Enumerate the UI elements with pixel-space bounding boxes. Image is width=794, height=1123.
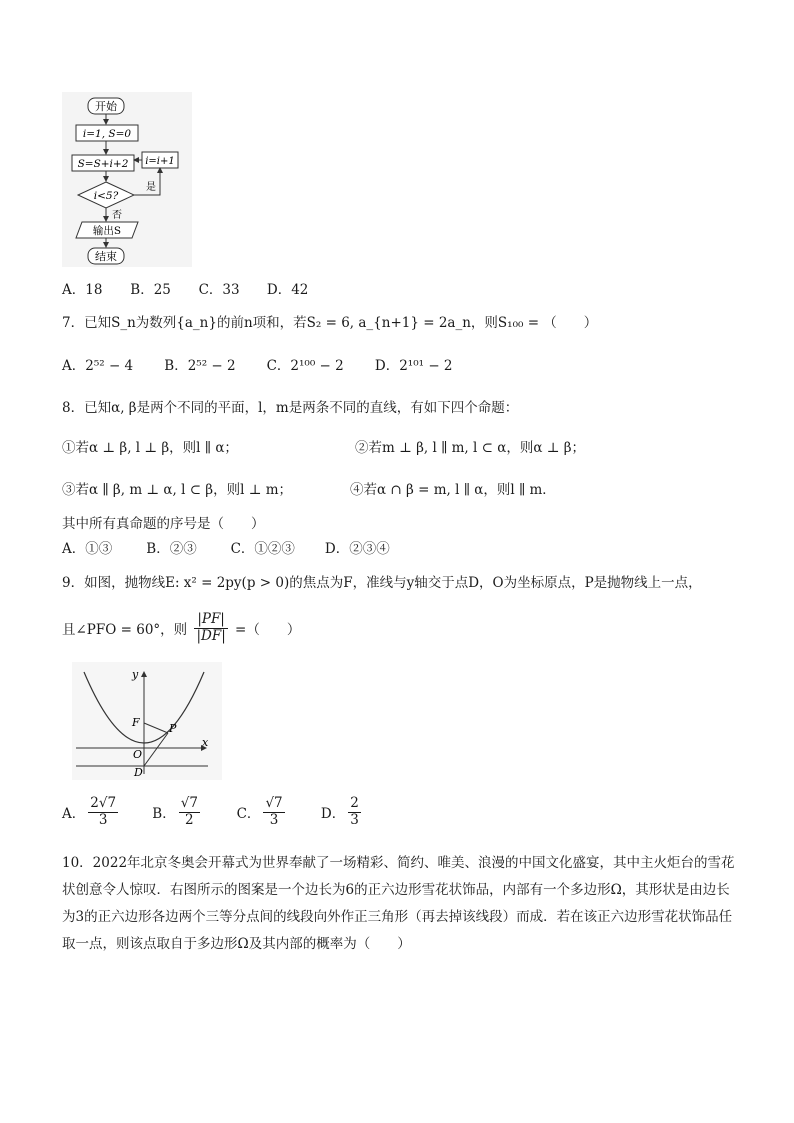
label-y: y: [132, 668, 139, 681]
q9-ratio-fraction: [194, 612, 227, 644]
q8-option-a: A．①③: [62, 541, 113, 557]
flow-increment-text: i=i+1: [145, 156, 175, 167]
q9-option-b-den: 2: [185, 811, 194, 828]
q8-proposition-1: ①若α ⊥ β, l ⊥ β，则l ∥ α；: [62, 440, 238, 456]
q8-option-c: C．①②③: [230, 541, 295, 557]
q9-option-b: [152, 796, 232, 828]
q9-option-d-label: D．: [320, 806, 346, 823]
label-f: F: [132, 716, 140, 729]
q8-proposition-2: ②若m ⊥ β, l ∥ m, l ⊂ α，则α ⊥ β；: [355, 440, 586, 456]
flow-start-text: 开始: [95, 100, 117, 113]
flow-init-text: i=1, S=0: [82, 128, 132, 140]
q9-ratio-num: |PF|: [194, 612, 227, 629]
q8-proposition-4: ④若α ∩ β = m, l ∥ α，则l ∥ m．: [350, 482, 556, 498]
flow-yes-text: 是: [146, 182, 156, 193]
q9-condition: [62, 612, 300, 644]
q9-option-a-num: 2√7: [90, 795, 117, 811]
q9-option-c-label: C．: [236, 806, 261, 823]
label-o: O: [133, 748, 143, 761]
q9-option-d-den: 3: [350, 811, 359, 828]
q9-option-a-den: 3: [98, 811, 108, 828]
label-x: x: [202, 736, 209, 749]
q9-option-b-num: √7: [180, 795, 198, 811]
q7-options: [62, 354, 453, 374]
q9-options: [62, 796, 364, 828]
flow-no-text: 否: [112, 210, 122, 221]
q9-option-a-label: A．: [62, 806, 86, 823]
q10-text: 10．2022年北京冬奥会开幕式为世界奉献了一场精彩、简约、唯美、浪漫的中国文化盛宴，其中主火炬台的雪花状创意令人惊叹．右图所示的图案是一个边长为6的正六边形雪花状饰品，内部有一个多边形Ω，其形状是由边长为3的正六边形各边两个三等分点间的线段向外作正三角形（再去掉该线段）而成．若在该正六边形雪花状饰品任取一点，则该点取自于多边形Ω及其内部的概率为（ ）: [62, 855, 735, 952]
q9-condition-post: =（ ）: [235, 622, 301, 639]
flowchart-figure: [62, 92, 192, 267]
q8-options: [62, 537, 390, 557]
q9-option-d-num: 2: [350, 795, 359, 811]
q6-options: [62, 278, 308, 298]
parabola-figure: [72, 662, 222, 780]
label-d: D: [134, 766, 143, 779]
q6-option-a: A．18: [62, 282, 103, 298]
q6-option-c: C．33: [198, 282, 240, 298]
q9-option-c-den: 3: [269, 811, 279, 828]
q6-option-d: D．42: [266, 282, 309, 298]
q8-option-d: D．②③④: [324, 541, 390, 557]
q9-option-b-label: B．: [152, 806, 176, 823]
q8-question: 其中所有真命题的序号是（ ）: [62, 516, 265, 532]
q6-option-b: B．25: [130, 282, 171, 298]
flow-condition-text: i<5?: [93, 190, 119, 202]
q7-stem: 7．已知S_n为数列{a_n}的前n项和，若S₂ = 6, a_{n+1} = 2a_n，则S₁₀₀ = （ ）: [62, 315, 598, 331]
label-p: P: [169, 722, 177, 735]
q9-option-d: [321, 796, 364, 828]
flow-end-text: 结束: [95, 250, 117, 263]
q9-option-c: [237, 796, 317, 828]
q7-option-b: B．2⁵² − 2: [164, 358, 236, 374]
q7-option-a: A．2⁵² − 4: [62, 358, 134, 374]
q9-ratio-den: |DF|: [196, 627, 226, 644]
q8-option-b: B．②③: [146, 541, 197, 557]
q8-stem: 8．已知α, β是两个不同的平面，l，m是两条不同的直线，有如下四个命题：: [62, 400, 519, 416]
q7-option-d: D．2¹⁰¹ − 2: [374, 358, 453, 374]
q9-option-a: [62, 796, 148, 828]
q9-stem: 9．如图，抛物线E: x² = 2py(p > 0)的焦点为F，准线与y轴交于点D，O为坐标原点，P是抛物线上一点，: [62, 575, 702, 591]
q9-condition-pre: 且∠PFO = 60°，则: [62, 622, 188, 639]
q9-option-c-num: √7: [265, 795, 283, 811]
q7-option-c: C．2¹⁰⁰ − 2: [266, 358, 344, 374]
flow-output-text: 输出S: [92, 225, 122, 237]
flow-update-text: S=S+i+2: [77, 158, 129, 170]
q8-proposition-3: ③若α ∥ β, m ⊥ α, l ⊂ β，则l ⊥ m；: [62, 482, 293, 498]
